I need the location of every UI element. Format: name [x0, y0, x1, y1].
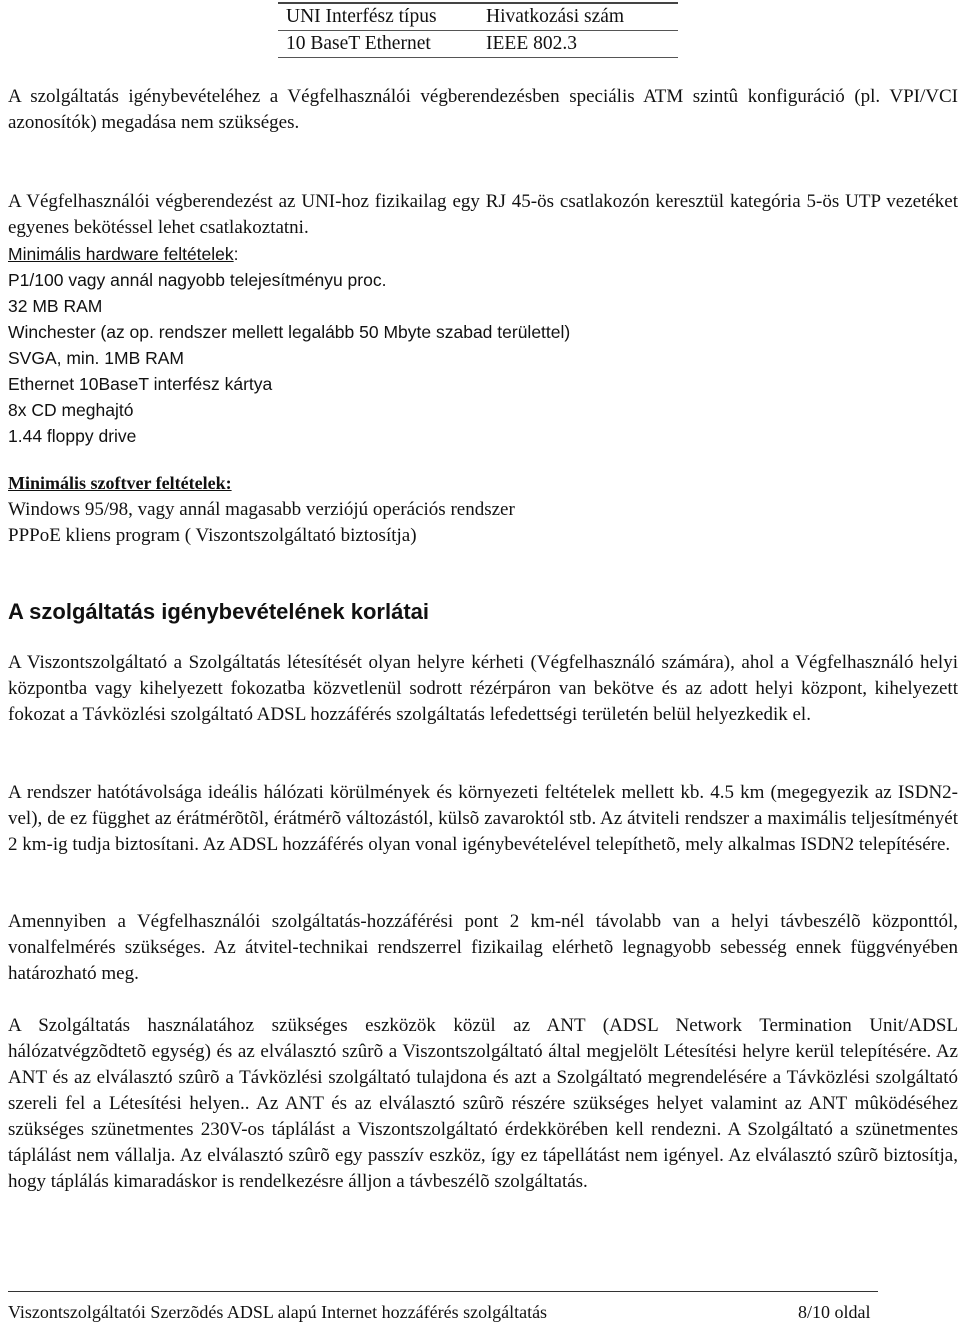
interface-table-header-row: [278, 3, 678, 31]
hardware-item: Winchester (az op. rendszer mellett legalább 50 Mbyte szabad területtel): [8, 322, 571, 342]
interface-table-row: [278, 31, 678, 58]
hardware-heading-text: Minimális hardware feltételek: [8, 244, 234, 264]
software-item: PPPoE kliens program ( Viszontszolgáltató biztosítja): [8, 525, 417, 546]
section-paragraph: A rendszer hatótávolsága ideális hálózati körülmények és környezeti feltételek mellett kb. 4.5 km (megegyezik az ISDN2-vel), de ez függhet az érátmérõtõl, érátmérõ változástól, külsõ zavaroktól stb. Az átviteli rendszer a maximális teljesítményét 2 km-ig tudja biztosítani. Az ADSL hozzáférés olyan vonal igénybevételével telepíthetõ, mely alkalmas ISDN2 telepítésére.: [8, 782, 958, 855]
hardware-item: P1/100 vagy annál nagyobb telejesítményu proc.: [8, 270, 387, 290]
section-paragraph: A Szolgáltatás használatához szükséges eszközök közül az ANT (ADSL Network Termination Unit/ADSL hálózatvégzõdtetõ egység) és az elválasztó szûrõ a Viszontszolgáltató által megjelölt Létesítési helyre kerül telepítésére. Az ANT és az elválasztó szûrõ a Távközlési szolgáltató tulajdona és azt a Szolgáltató megrendelésére a Távközlési szolgáltató szereli fel a Létesítési helyen.. Az ANT és az elválasztó szûrõ részére szükséges helyet valamint az ANT mûködéséhez szükséges szünetmentes 230V-os táplálást a Viszontszolgáltató érdekkörében kell rendezni. A Szolgáltató a szünetmentes táplálást nem vállalja. Az elválasztó szûrõ egy passzív eszköz, így ez tápellátást nem igényel. Az elválasztó szûrõ biztosítja, hogy táplálás kimaradáskor is rendelkezésre álljon a távbeszélõ szolgáltatás.: [8, 1015, 958, 1192]
software-heading-text: Minimális szoftver feltételek:: [8, 473, 232, 493]
interface-type-value: 10 BaseT Ethernet: [278, 31, 478, 58]
software-item: Windows 95/98, vagy annál magasabb verziójú operációs rendszer: [8, 499, 515, 520]
section-paragraph: A Viszontszolgáltató a Szolgáltatás létesítését olyan helyre kérheti (Végfelhasználó számára), ahol a Végfelhasználó helyi központba vagy kihelyezett fokozatba közvetlenül sodrott rézérpáron van bekötve és az adott helyi központ, kihelyezett fokozat a Távközlési szolgáltató ADSL hozzáférés szolgáltatás lefedettségi területén belül helyezkedik el.: [8, 652, 958, 725]
section-paragraph: Amennyiben a Végfelhasználói szolgáltatás-hozzáférési pont 2 km-nél távolabb van a helyi távbeszélõ központtól, vonalfelmérés szükséges. Az átvitel-technikai rendszerrel fizikailag elérhetõ legnagyobb sebesség ennek függvényében határozható meg.: [8, 911, 958, 984]
software-heading: [8, 470, 958, 497]
uni-connection-paragraph: A Végfelhasználói végberendezést az UNI-hoz fizikailag egy RJ 45-ös csatlakozón keresztül kategória 5-ös UTP vezetéket egyenes bekötéssel lehet csatlakoztatni.: [8, 191, 958, 238]
hardware-item: Ethernet 10BaseT interfész kártya: [8, 374, 273, 394]
hardware-item: 1.44 floppy drive: [8, 426, 137, 446]
interface-type-header: UNI Interfész típus: [278, 3, 478, 31]
reference-number-value: IEEE 802.3: [478, 31, 678, 58]
reference-number-header: Hivatkozási szám: [478, 3, 678, 31]
hardware-item: SVGA, min. 1MB RAM: [8, 348, 185, 368]
software-list: [8, 497, 958, 549]
section-title: A szolgáltatás igénybevételének korlátai: [8, 599, 430, 624]
interface-table: [278, 2, 678, 58]
hardware-heading: [8, 241, 958, 268]
footer-title: Viszontszolgáltatói Szerzõdés ADSL alapú Internet hozzáférés szolgáltatás: [8, 1302, 548, 1322]
atm-config-paragraph: A szolgáltatás igénybevételéhez a Végfelhasználói végberendezésben speciális ATM szintû konfiguráció (pl. VPI/VCI azonosítók) megadása nem szükséges.: [8, 86, 958, 133]
hardware-item: 32 MB RAM: [8, 296, 103, 316]
hardware-item: 8x CD meghajtó: [8, 400, 134, 420]
hardware-list: [8, 267, 958, 449]
hardware-heading-colon: :: [233, 244, 239, 264]
footer-divider: [8, 1291, 878, 1292]
page-number: 8/10 oldal: [798, 1302, 871, 1322]
